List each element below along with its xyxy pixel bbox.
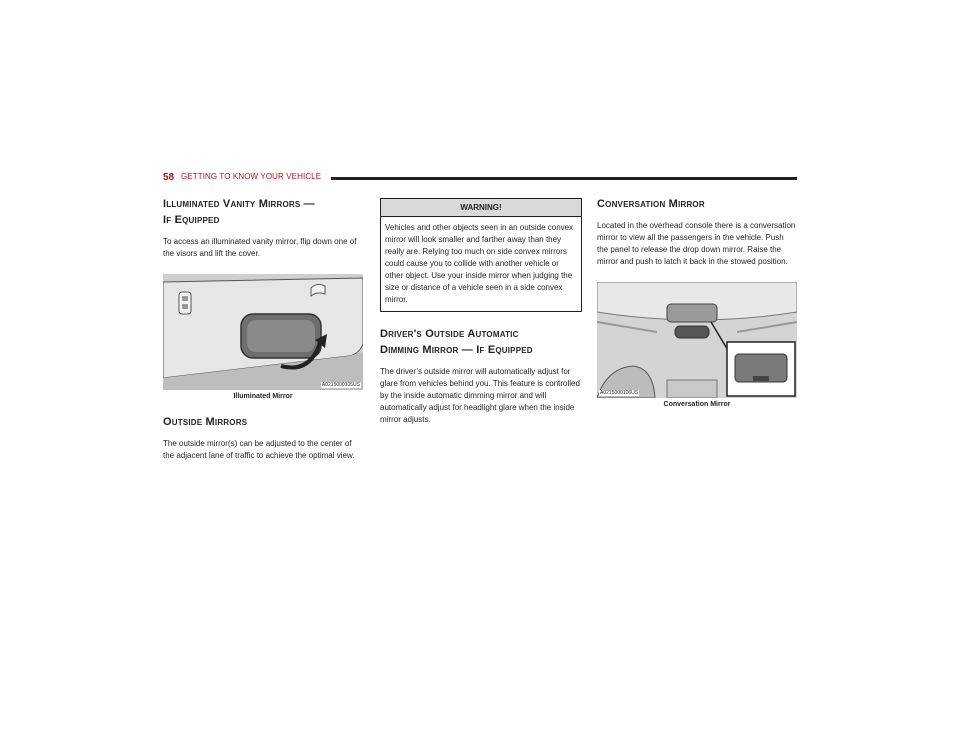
page-header — [163, 170, 797, 186]
conversation-body: Located in the overhead console there is a conversation mirror to view all the passengers in the vehicle. Push the panel to release the drop down mirror. Raise the mirror and push to latch it back in the stowed position. — [597, 221, 796, 266]
page-number: 58 — [163, 172, 175, 183]
warning-body: Vehicles and other objects seen in an outside convex mirror will look smaller and farther away than they really are. Relying too much on side convex mirrors could cause you to collide with another vehicle or other object. Use your inside mirror when judging the size or distance of a vehicle seen in a side convex mirror. — [385, 223, 574, 304]
conversation-mirror-illustration — [597, 282, 797, 398]
dimming-mirror-heading: Driver's Outside Automatic Dimming Mirror — If Equipped — [380, 328, 533, 356]
outside-mirrors-heading: Outside Mirrors — [163, 416, 248, 428]
overhead-console-drawing — [597, 282, 797, 398]
column-middle — [380, 198, 580, 426]
vanity-figure-code: A0215000105US — [321, 382, 360, 388]
warning-title: WARNING! — [381, 199, 581, 217]
warning-box — [380, 198, 582, 312]
column-right — [597, 196, 797, 408]
vanity-heading: Illuminated Vanity Mirrors — If Equipped — [163, 198, 315, 226]
column-left — [163, 196, 363, 462]
outside-mirrors-body: The outside mirror(s) can be adjusted to the center of the adjacent lane of traffic to achieve the optimal view. — [163, 439, 355, 460]
dimming-mirror-body: The driver’s outside mirror will automatically adjust for glare from vehicles behind you. This feature is controlled by the inside automatic dimming mirror and will automatically adjust for headlight glare when the inside mirror adjusts. — [380, 367, 580, 424]
conversation-heading: Conversation Mirror — [597, 198, 705, 210]
vanity-body: To access an illuminated vanity mirror, flip down one of the visors and lift the cover. — [163, 237, 357, 258]
section-title: GETTING TO KNOW YOUR VEHICLE — [181, 172, 322, 181]
vanity-caption: Illuminated Mirror — [233, 393, 293, 400]
header-rule — [331, 177, 797, 180]
vanity-mirror-illustration — [163, 274, 363, 390]
conversation-figure-code: A0215000106US — [600, 390, 639, 396]
conversation-caption: Conversation Mirror — [663, 401, 731, 408]
sun-visor-drawing — [163, 274, 363, 390]
